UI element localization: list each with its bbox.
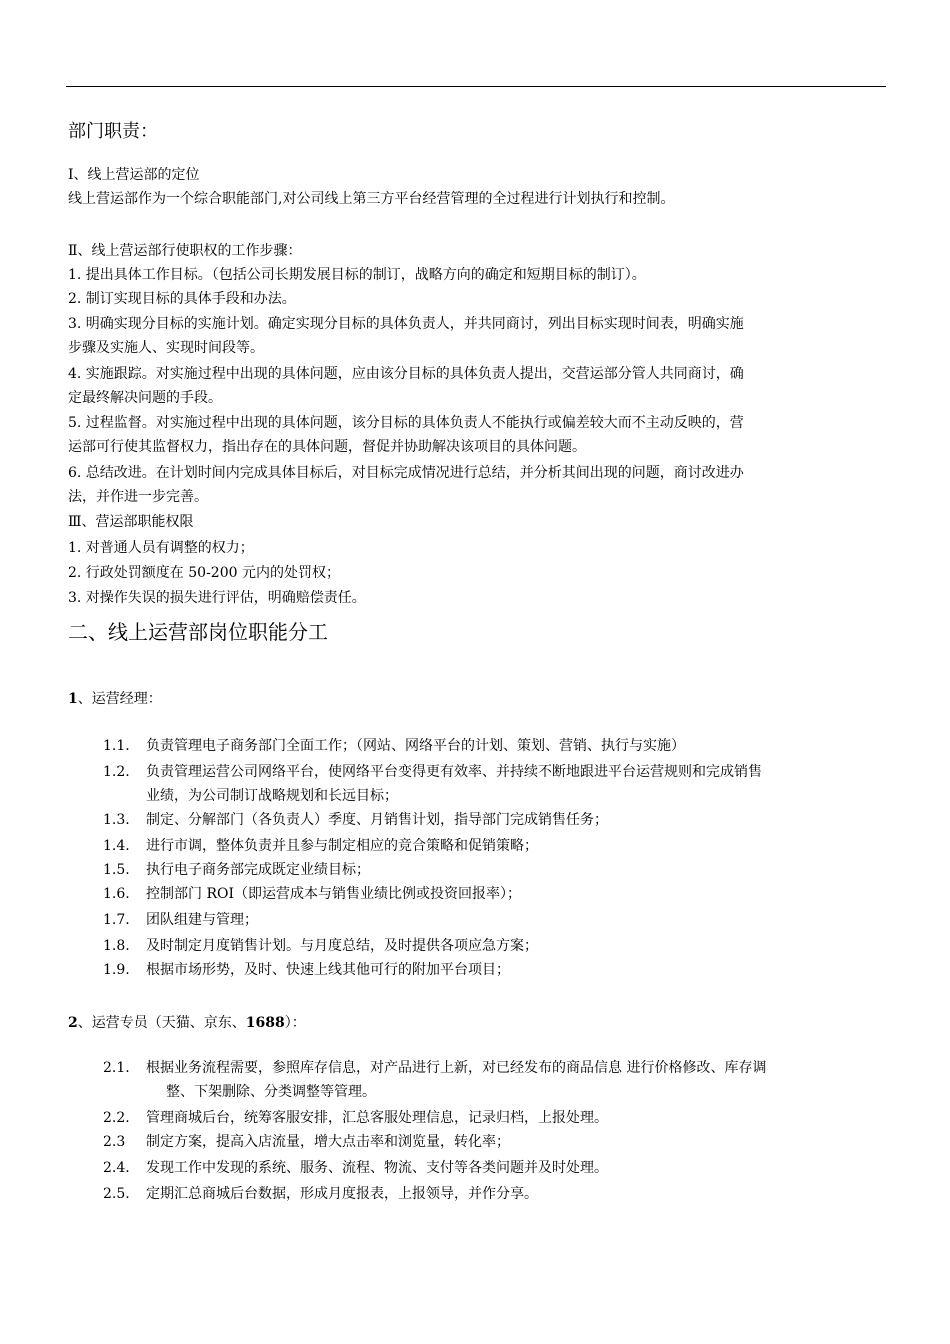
duty-item xyxy=(103,834,538,858)
duty-item xyxy=(103,808,608,832)
step-line: 2. 制订实现目标的具体手段和办法。 xyxy=(68,291,296,307)
duty-text-continued: 业绩，为公司制订战略规划和长远目标； xyxy=(146,788,398,804)
duty-item xyxy=(103,1106,608,1130)
step-line: 5. 过程监督。对实施过程中出现的具体问题，该分目标的具体负责人不能执行或偏差较大而不主动反映的，营 xyxy=(68,415,744,431)
duty-number: 2.1. xyxy=(103,1060,130,1076)
duty-text: 管理商城后台，统筹客服安排，汇总客服处理信息，记录归档，上报处理。 xyxy=(146,1110,608,1126)
duty-item xyxy=(103,934,538,958)
duty-number: 1.9. xyxy=(103,962,130,978)
duty-text-continued: 整、下架删除、分类调整等管理。 xyxy=(166,1084,376,1100)
duty-item xyxy=(103,734,685,758)
duty-text: 及时制定月度销售计划。与月度总结，及时提供各项应急方案； xyxy=(146,938,538,954)
step-line: 运部可行使其监督权力，指出存在的具体问题，督促并协助解决该项目的具体问题。 xyxy=(68,439,586,455)
duty-text: 根据市场形势，及时、快速上线其他可行的附加平台项目； xyxy=(146,962,510,978)
duty-item xyxy=(103,908,258,932)
authority-line: 2. 行政处罚额度在 50-200 元内的处罚权； xyxy=(68,565,340,581)
header-rule xyxy=(66,86,886,87)
duty-text: 制定、分解部门（各负责人）季度、月销售计划，指导部门完成销售任务； xyxy=(146,812,608,828)
positioning-heading: Ⅰ、线上营运部的定位 xyxy=(68,167,200,183)
duty-item xyxy=(103,1056,766,1080)
specialist-label2: ）： xyxy=(284,1015,306,1031)
duty-number: 1.2. xyxy=(103,764,130,780)
duty-number: 2.2. xyxy=(103,1110,130,1126)
step-line: 4. 实施跟踪。对实施过程中出现的具体问题，应由该分目标的具体负责人提出，交营运部分管人共同商讨，确 xyxy=(68,366,744,382)
steps-heading: Ⅱ、线上营运部行使职权的工作步骤： xyxy=(68,243,302,259)
manager-heading xyxy=(68,688,888,710)
section-2-title: 二、线上运营部岗位职能分工 xyxy=(68,620,328,644)
step-line: 3. 明确实现分目标的实施计划。确定实现分目标的具体负责人，并共同商讨，列出目标实现时间表，明确实施 xyxy=(68,316,744,332)
duty-text: 定期汇总商城后台数据，形成月度报表，上报领导，并作分享。 xyxy=(146,1186,538,1202)
authority-line: 3. 对操作失误的损失进行评估，明确赔偿责任。 xyxy=(68,590,366,606)
duty-item xyxy=(103,1130,510,1154)
step-line: 步骤及实施人、实现时间段等。 xyxy=(68,340,264,356)
duty-text: 控制部门 ROI（即运营成本与销售业绩比例或投资回报率）； xyxy=(146,886,521,902)
duty-text: 根据业务流程需要，参照库存信息，对产品进行上新，对已经发布的商品信息 进行价格修改、库存调 xyxy=(146,1060,767,1076)
positioning-text: 线上营运部作为一个综合职能部门,对公司线上第三方平台经营管理的全过程进行计划执行和控制。 xyxy=(68,191,675,207)
duty-number: 1.8. xyxy=(103,938,130,954)
duty-text: 团队组建与管理； xyxy=(146,912,258,928)
duty-number: 2.3 xyxy=(103,1134,126,1150)
duty-text: 发现工作中发现的系统、服务、流程、物流、支付等各类问题并及时处理。 xyxy=(146,1160,608,1176)
step-line: 定最终解决问题的手段。 xyxy=(68,390,222,406)
manager-num: 1 xyxy=(68,691,78,707)
step-line: 6. 总结改进。在计划时间内完成具体目标后，对目标完成情况进行总结，并分析其间出现的问题，商讨改进办 xyxy=(68,465,744,481)
duty-item xyxy=(103,858,370,882)
duty-number: 2.5. xyxy=(103,1186,130,1202)
duty-item xyxy=(103,760,762,784)
authority-heading: Ⅲ、营运部职能权限 xyxy=(68,514,194,530)
step-line: 法，并作进一步完善。 xyxy=(68,489,208,505)
duty-text: 制定方案，提高入店流量，增大点击率和浏览量，转化率； xyxy=(146,1134,510,1150)
specialist-label: 、运营专员（天猫、京东、 xyxy=(77,1015,246,1031)
authority-line: 1. 对普通人员有调整的权力； xyxy=(68,540,254,556)
duty-number: 1.5. xyxy=(103,862,130,878)
duty-text: 执行电子商务部完成既定业绩目标； xyxy=(146,862,370,878)
duty-number: 1.7. xyxy=(103,912,130,928)
specialist-num: 2 xyxy=(68,1015,78,1031)
duty-item xyxy=(103,1182,538,1206)
specialist-heading xyxy=(68,1012,888,1034)
duty-number: 1.4. xyxy=(103,838,130,854)
duty-item xyxy=(103,958,510,982)
duty-number: 1.1. xyxy=(103,738,130,754)
specialist-num2: 1688 xyxy=(245,1015,285,1031)
section-title: 部门职责： xyxy=(68,121,158,142)
duty-item xyxy=(103,882,521,906)
duty-text: 进行市调，整体负责并且参与制定相应的竞合策略和促销策略； xyxy=(146,838,538,854)
duty-item xyxy=(103,1156,608,1180)
step-line: 1. 提出具体工作目标。（包括公司长期发展目标的制订，战略方向的确定和短期目标的制订）。 xyxy=(68,267,646,283)
duty-text: 负责管理运营公司网络平台，使网络平台变得更有效率、并持续不断地跟进平台运营规则和完成销售 xyxy=(146,764,762,780)
duty-number: 1.6. xyxy=(103,886,130,902)
duty-number: 2.4. xyxy=(103,1160,130,1176)
duty-text: 负责管理电子商务部门全面工作；（网站、网络平台的计划、策划、营销、执行与实施） xyxy=(146,738,685,754)
manager-label: 、运营经理： xyxy=(77,691,162,707)
duty-number: 1.3. xyxy=(103,812,130,828)
